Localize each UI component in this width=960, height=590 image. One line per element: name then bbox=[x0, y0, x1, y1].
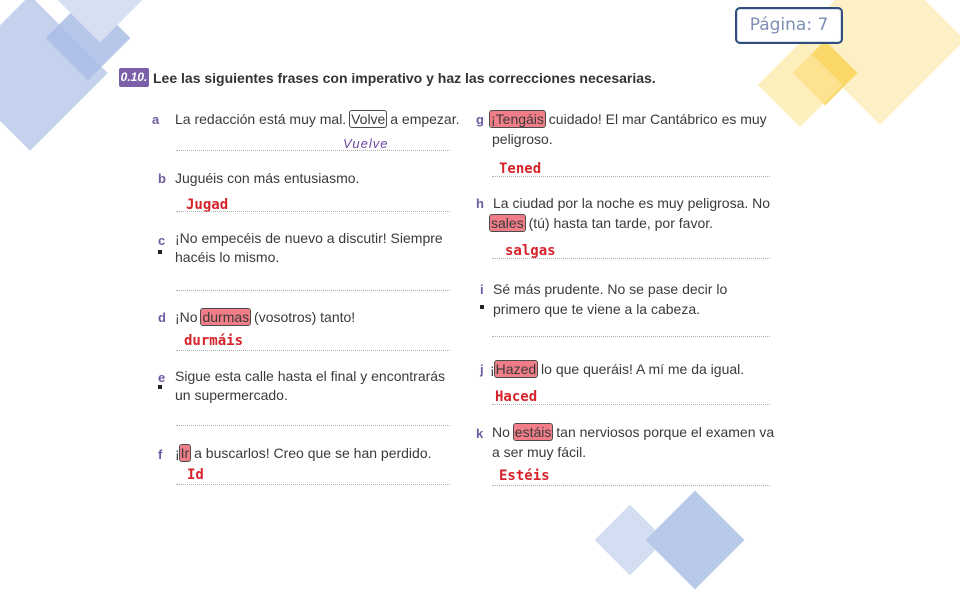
answer-line-b bbox=[176, 211, 450, 212]
item-g-line1 bbox=[490, 111, 767, 127]
item-h-post: (tú) hasta tan tarde, por favor. bbox=[524, 215, 714, 231]
item-e-line2: un supermercado. bbox=[175, 387, 288, 403]
item-h-word: sales bbox=[491, 215, 524, 231]
item-b-sentence: Juguéis con más entusiasmo. bbox=[175, 170, 360, 186]
item-c-line2: hacéis lo mismo. bbox=[175, 249, 280, 265]
answer-line-i bbox=[492, 336, 770, 337]
item-a-sentence bbox=[175, 111, 460, 127]
item-a-word: Volve bbox=[351, 111, 386, 127]
exercise-instruction: Lee las siguientes frases con imperativo y haz las correcciones necesarias. bbox=[153, 70, 656, 86]
page-number-badge: Página: 7 bbox=[735, 7, 843, 44]
answer-line-d bbox=[176, 350, 450, 351]
item-a-example-answer: Vuelve bbox=[343, 136, 389, 151]
item-k-answer: Estéis bbox=[499, 468, 550, 484]
answer-line-j bbox=[492, 404, 770, 405]
item-letter-c: c bbox=[158, 233, 166, 248]
item-f-word: Ir bbox=[180, 445, 190, 461]
item-f-answer: Id bbox=[187, 467, 204, 483]
answer-line-h bbox=[492, 258, 770, 259]
item-j-pre: ¡ bbox=[490, 361, 495, 377]
item-h-line2 bbox=[490, 215, 713, 231]
item-d-word: durmas bbox=[202, 309, 250, 325]
item-letter-d: d bbox=[158, 310, 166, 325]
item-letter-h: h bbox=[476, 196, 484, 211]
item-b-answer: Jugad bbox=[186, 197, 229, 213]
item-g-word: ¡Tengáis bbox=[491, 111, 544, 127]
item-k-word: estáis bbox=[514, 424, 552, 440]
item-d-pre: ¡No bbox=[175, 309, 202, 325]
item-e-line1: Sigue esta calle hasta el final y encontrarás bbox=[175, 368, 446, 384]
item-k-post: tan nerviosos porque el examen va bbox=[552, 424, 775, 440]
item-letter-a: a bbox=[152, 112, 160, 127]
item-f-sentence bbox=[175, 445, 432, 461]
item-j-answer: Haced bbox=[495, 389, 538, 405]
item-d-answer: durmáis bbox=[184, 333, 244, 349]
item-letter-g: g bbox=[476, 112, 484, 127]
item-g-line2: peligroso. bbox=[492, 131, 553, 147]
item-k-line1 bbox=[492, 424, 774, 440]
answer-line-k bbox=[492, 485, 770, 486]
item-j-post: lo que queráis! A mí me da igual. bbox=[537, 361, 745, 377]
item-h-answer: salgas bbox=[505, 243, 556, 259]
item-j-sentence bbox=[490, 361, 744, 377]
item-letter-e: e bbox=[158, 370, 166, 385]
item-c-line1: ¡No empecéis de nuevo a discutir! Siempre bbox=[175, 230, 443, 246]
item-a-pre: La redacción está muy mal. bbox=[175, 111, 351, 127]
exercise-number: 0.10. bbox=[119, 68, 149, 87]
answer-line-a bbox=[176, 150, 450, 151]
item-i-line2: primero que te viene a la cabeza. bbox=[493, 301, 701, 317]
item-i-line1: Sé más prudente. No se pase decir lo bbox=[493, 281, 728, 297]
item-letter-f: f bbox=[158, 447, 163, 462]
item-k-line2: a ser muy fácil. bbox=[492, 444, 587, 460]
answer-line-e bbox=[176, 425, 450, 426]
item-a-post: a empezar. bbox=[386, 111, 460, 127]
item-letter-i: i bbox=[480, 282, 484, 297]
bullet-c bbox=[158, 250, 162, 254]
item-f-pre: ¡ bbox=[175, 445, 180, 461]
bullet-e bbox=[158, 385, 162, 389]
item-g-post: cuidado! El mar Cantábrico es muy bbox=[544, 111, 767, 127]
item-f-post: a buscarlos! Creo que se han perdido. bbox=[190, 445, 432, 461]
item-h-line1: La ciudad por la noche es muy peligrosa. No bbox=[493, 195, 771, 211]
item-g-answer: Tened bbox=[499, 161, 542, 177]
item-letter-j: j bbox=[480, 362, 484, 377]
answer-line-f bbox=[176, 484, 450, 485]
bullet-i bbox=[480, 305, 484, 309]
decor-shape-blue-bottom-2 bbox=[646, 491, 745, 590]
item-j-word: Hazed bbox=[495, 361, 537, 377]
answer-line-g bbox=[492, 176, 770, 177]
answer-line-c bbox=[176, 290, 450, 291]
item-d-post: (vosotros) tanto! bbox=[250, 309, 356, 325]
item-letter-k: k bbox=[476, 426, 484, 441]
item-letter-b: b bbox=[158, 171, 166, 186]
item-k-pre: No bbox=[492, 424, 514, 440]
item-d-sentence bbox=[175, 309, 355, 325]
